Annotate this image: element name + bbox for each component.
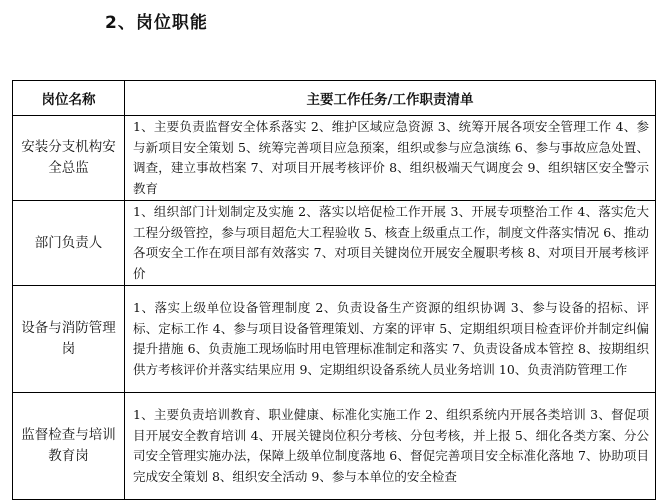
- table-row: [13, 116, 656, 201]
- table-row: [13, 201, 656, 286]
- header-duties: 主要工作任务/工作职责清单: [125, 81, 656, 116]
- role-cell: 监督检查与培训教育岗: [13, 393, 125, 500]
- duties-cell: 1、主要负责监督安全体系落实 2、维护区域应急资源 3、统筹开展各项安全管理工作 4、参与新项目安全策划 5、统筹完善项目应急预案，组织或参与应急演练 6、参与事故应急处置、调查，建立事故档案 7、对项目开展考核评价 8、组织极端天气调度会 9、组织辖区安全警示教育: [125, 116, 656, 201]
- section-title: 2、岗位职能: [105, 13, 208, 33]
- table-row: [13, 286, 656, 393]
- duty-table: [12, 80, 656, 500]
- role-cell: 安装分支机构安全总监: [13, 116, 125, 201]
- table-row: [13, 393, 656, 500]
- table-header-row: [13, 81, 656, 116]
- role-cell: 部门负责人: [13, 201, 125, 286]
- duties-cell: 1、落实上级单位设备管理制度 2、负责设备生产资源的组织协调 3、参与设备的招标、评标、定标工作 4、参与项目设备管理策划、方案的评审 5、定期组织项目检查评价并制定纠偏提升措施 6、负责施工现场临时用电管理标准制定和落实 7、负责设备成本管控 8、按期组织供方考核评价并落实结果应用 9、定期组织设备系统人员业务培训 10、负责消防管理工作: [125, 286, 656, 393]
- duties-cell: 1、组织部门计划制定及实施 2、落实以培促检工作开展 3、开展专项整治工作 4、落实危大工程分级管控，参与项目超危大工程验收 5、核查上级重点工作，制度文件落实情况 6、推动各项安全工作在项目部有效落实 7、对项目关键岗位开展安全履职考核 8、对项目开展考核评价: [125, 201, 656, 286]
- header-role: 岗位名称: [13, 81, 125, 116]
- duties-cell: 1、主要负责培训教育、职业健康、标准化实施工作 2、组织系统内开展各类培训 3、督促项目开展安全教育培训 4、开展关键岗位积分考核、分包考核，并上报 5、细化各类方案、分公司安全管理实施办法，保障上级单位制度落地 6、督促完善项目安全标准化落地 7、协助项目完成安全策划 8、组织安全活动 9、参与本单位的安全检查: [125, 393, 656, 500]
- role-cell: 设备与消防管理岗: [13, 286, 125, 393]
